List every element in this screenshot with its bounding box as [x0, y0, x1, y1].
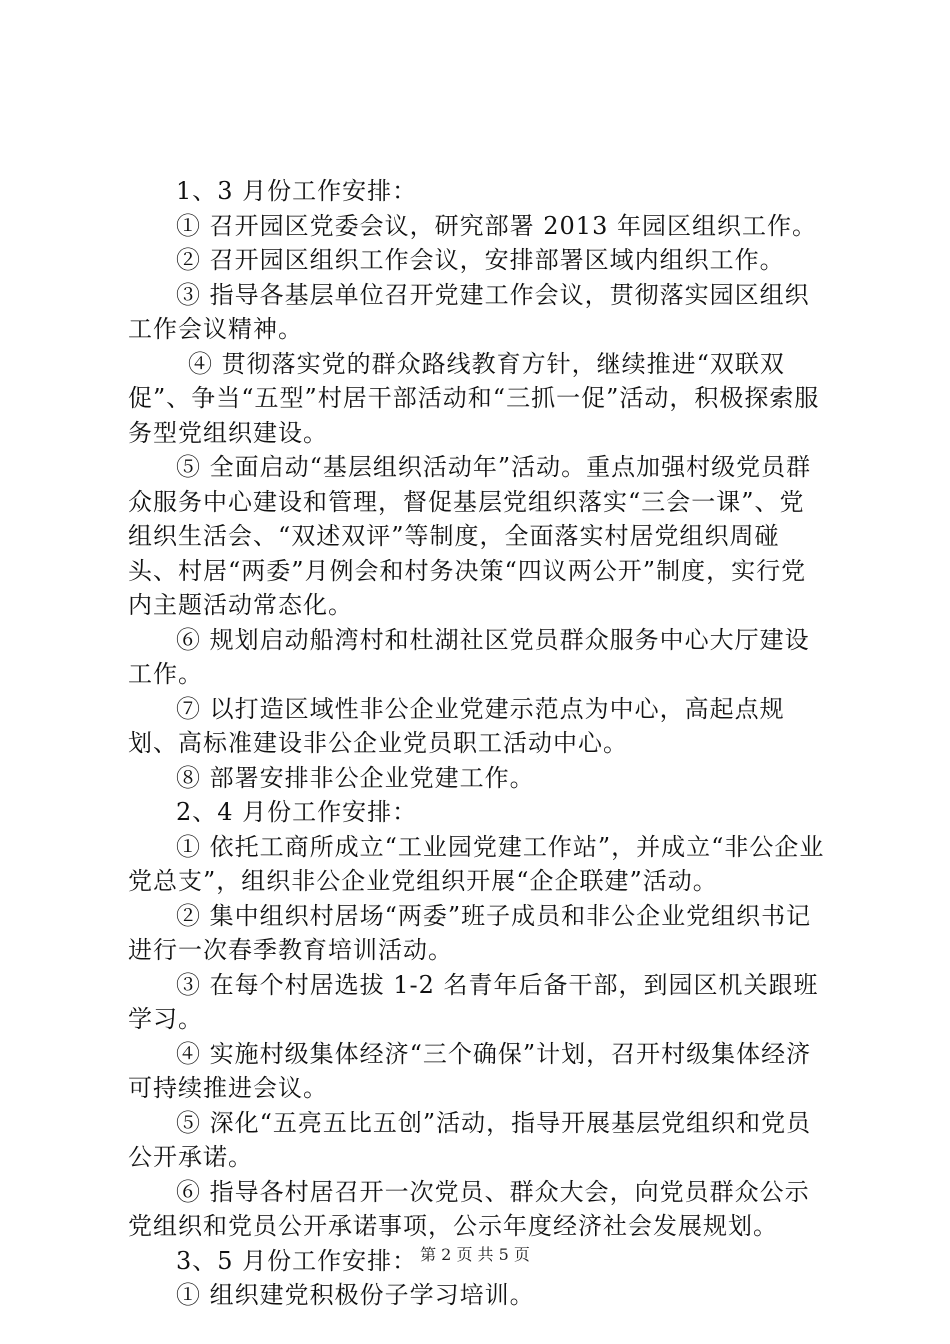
list-item: ⑥ 规划启动船湾村和杜湖社区党员群众服务中心大厅建设工作。	[128, 625, 810, 688]
list-item: ⑧ 部署安排非公企业党建工作。	[176, 763, 535, 792]
list-item: ⑤ 深化“五亮五比五创”活动，指导开展基层党组织和党员公开承诺。	[128, 1108, 812, 1171]
document-body	[128, 174, 828, 1313]
list-item: ⑤ 全面启动“基层组织活动年”活动。重点加强村级党员群众服务中心建设和管理，督促基层党组织落实“三会一课”、党组织生活会、“双述双评”等制度，全面落实村居党组织周碰头、村居“两委”月例会和村务决策“四议两公开”制度，实行党内主题活动常态化。	[128, 453, 812, 619]
list-item: ⑥ 指导各村居召开一次党员、群众大会，向党员群众公示党组织和党员公开承诺事项，公示年度经济社会发展规划。	[128, 1177, 810, 1240]
section-heading-may: 3、5 月份工作安排：	[176, 1246, 418, 1275]
section-heading-march: 1、3 月份工作安排：	[176, 177, 418, 205]
list-item: ① 依托工商所成立“工业园党建工作站”，并成立“非公企业党总支”，组织非公企业党组织开展“企企联建”活动。	[128, 832, 825, 895]
list-item: ② 召开园区组织工作会议，安排部署区域内组织工作。	[176, 246, 785, 274]
list-item: ③ 在每个村居选拔 1-2 名青年后备干部，到园区机关跟班学习。	[128, 970, 819, 1033]
list-item: ④ 实施村级集体经济“三个确保”计划，召开村级集体经济可持续推进会议。	[128, 1039, 812, 1102]
list-item: ④ 贯彻落实党的群众路线教育方针，继续推进“双联双促”、争当“五型”村居干部活动和“三抓一促”活动，积极探索服务型党组织建设。	[128, 349, 820, 447]
list-item: ⑦ 以打造区域性非公企业党建示范点为中心，高起点规划、高标准建设非公企业党员职工活动中心。	[128, 694, 785, 757]
section-heading-april: 2、4 月份工作安排：	[176, 798, 418, 826]
page-number-footer: 第 2 页 共 5 页	[420, 1245, 530, 1264]
list-item: ① 组织建党积极份子学习培训。	[176, 1281, 535, 1309]
list-item: ③ 指导各基层单位召开党建工作会议，贯彻落实园区组织工作会议精神。	[128, 280, 810, 343]
list-item: ① 召开园区党委会议，研究部署 2013 年园区组织工作。	[176, 211, 817, 240]
list-item: ② 集中组织村居场“两委”班子成员和非公企业党组织书记进行一次春季教育培训活动。	[128, 901, 812, 964]
